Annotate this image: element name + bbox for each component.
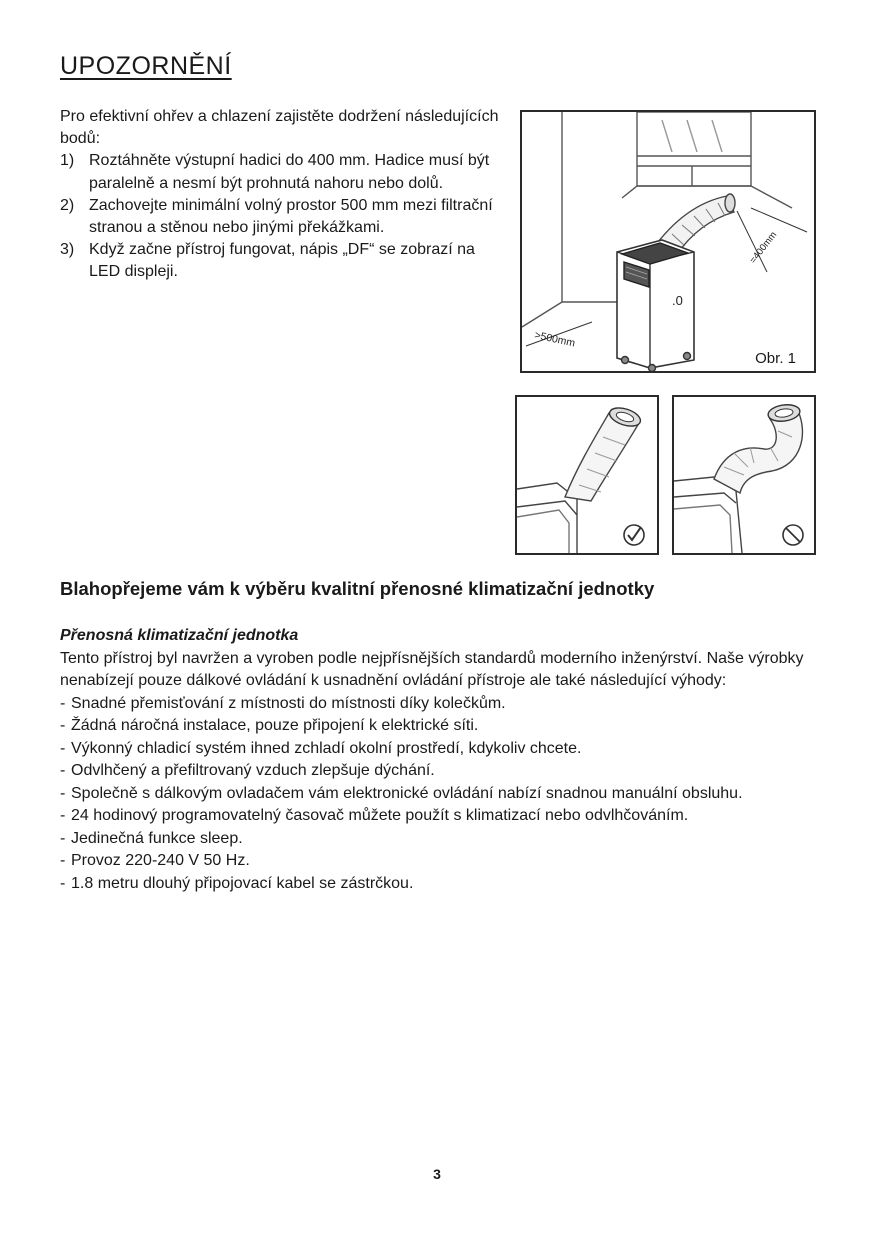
benefit-text: Provoz 220-240 V 50 Hz.	[71, 852, 250, 869]
window-frame	[637, 112, 751, 186]
step-number: 1)	[60, 152, 75, 170]
check-icon	[624, 525, 644, 545]
benefit-text: Jedinečná funkce sleep.	[71, 829, 243, 847]
list-item	[60, 850, 850, 873]
hose-bent	[714, 411, 802, 493]
list-item	[60, 195, 510, 239]
hose-incorrect-illustration	[674, 397, 814, 553]
step-text: Zachovejte minimální volný prostor 500 mm mezi filtrační stranou a stěnou nebo jinými překážkami.	[89, 196, 493, 237]
list-dash: -	[60, 694, 66, 712]
prohibited-icon	[783, 525, 803, 545]
list-item	[60, 715, 850, 738]
benefit-text: Snadné přemisťování z místnosti do místnosti díky kolečkům.	[71, 694, 506, 712]
step-number: 2)	[60, 196, 75, 214]
installation-illustration	[522, 112, 814, 371]
list-item	[60, 239, 510, 283]
intro-block	[60, 106, 510, 284]
list-dash: -	[60, 784, 66, 802]
figure-hose-incorrect	[672, 395, 816, 555]
step-number: 3)	[60, 241, 75, 259]
intro-lead: Pro efektivní ohřev a chlazení zajistěte dodržení následujících bodů:	[60, 108, 499, 148]
list-item	[60, 805, 850, 828]
benefit-text: 24 hodinový programovatelný časovač můžete použít s klimatizací nebo odvlhčováním.	[71, 807, 689, 824]
benefit-text: Žádná náročná instalace, pouze připojení k elektrické síti.	[71, 717, 479, 734]
page-title: UPOZORNĚNÍ	[60, 52, 232, 80]
benefit-text: Výkonný chladicí systém ihned zchladí okolní prostředí, kdykoliv chcete.	[71, 739, 582, 757]
list-dash: -	[60, 807, 66, 824]
product-section	[60, 625, 850, 895]
list-item	[60, 738, 850, 761]
list-dash: -	[60, 829, 66, 847]
step-text: Roztáhněte výstupní hadici do 400 mm. Hadice musí být paralelně a nesmí být prohnutá nahoru nebo dolů.	[89, 152, 490, 192]
figure-hose-correct	[515, 395, 659, 555]
list-item	[60, 828, 850, 851]
product-subtitle: Přenosná klimatizační jednotka	[60, 627, 299, 644]
figure-caption: Obr. 1	[755, 350, 796, 367]
list-item	[60, 150, 510, 194]
list-item	[60, 693, 850, 716]
list-item	[60, 760, 850, 783]
list-item	[60, 783, 850, 806]
page-number: 3	[433, 1166, 441, 1182]
step-text: Když začne přístroj fungovat, nápis „DF“ se zobrazí na LED displeji.	[89, 241, 475, 281]
benefit-text: Odvlhčený a přefiltrovaný vzduch zlepšuje dýchání.	[71, 762, 435, 779]
benefit-text: 1.8 metru dlouhý připojovací kabel se zástrčkou.	[71, 874, 414, 892]
figure-installation	[520, 110, 816, 373]
dimension-500-label: >500mm	[533, 329, 577, 350]
hose-correct-illustration	[517, 397, 657, 553]
benefits-list	[60, 693, 850, 896]
list-dash: -	[60, 739, 66, 757]
list-dash: -	[60, 717, 66, 734]
dimension-400-label: =400mm	[747, 229, 780, 266]
list-dash: -	[60, 762, 66, 779]
unit-display-text: .0	[672, 293, 683, 308]
floor-edge	[522, 302, 562, 327]
list-item	[60, 873, 850, 896]
product-paragraph: Tento přístroj byl navržen a vyroben podle nejpřísnějších standardů moderního inženýrství. Naše výrobky nenabízejí pouze dálkové ovládání k usnadnění ovládání přístroje ale také následující výhody:	[60, 649, 804, 689]
list-dash: -	[60, 874, 66, 892]
main-heading: Blahopřejeme vám k výběru kvalitní přenosné klimatizační jednotky	[60, 578, 655, 599]
benefit-text: Společně s dálkovým ovladačem vám elektronické ovládání nabízí snadnou manuální obsluhu.	[71, 784, 743, 802]
list-dash: -	[60, 852, 66, 869]
steps-list	[60, 150, 510, 283]
